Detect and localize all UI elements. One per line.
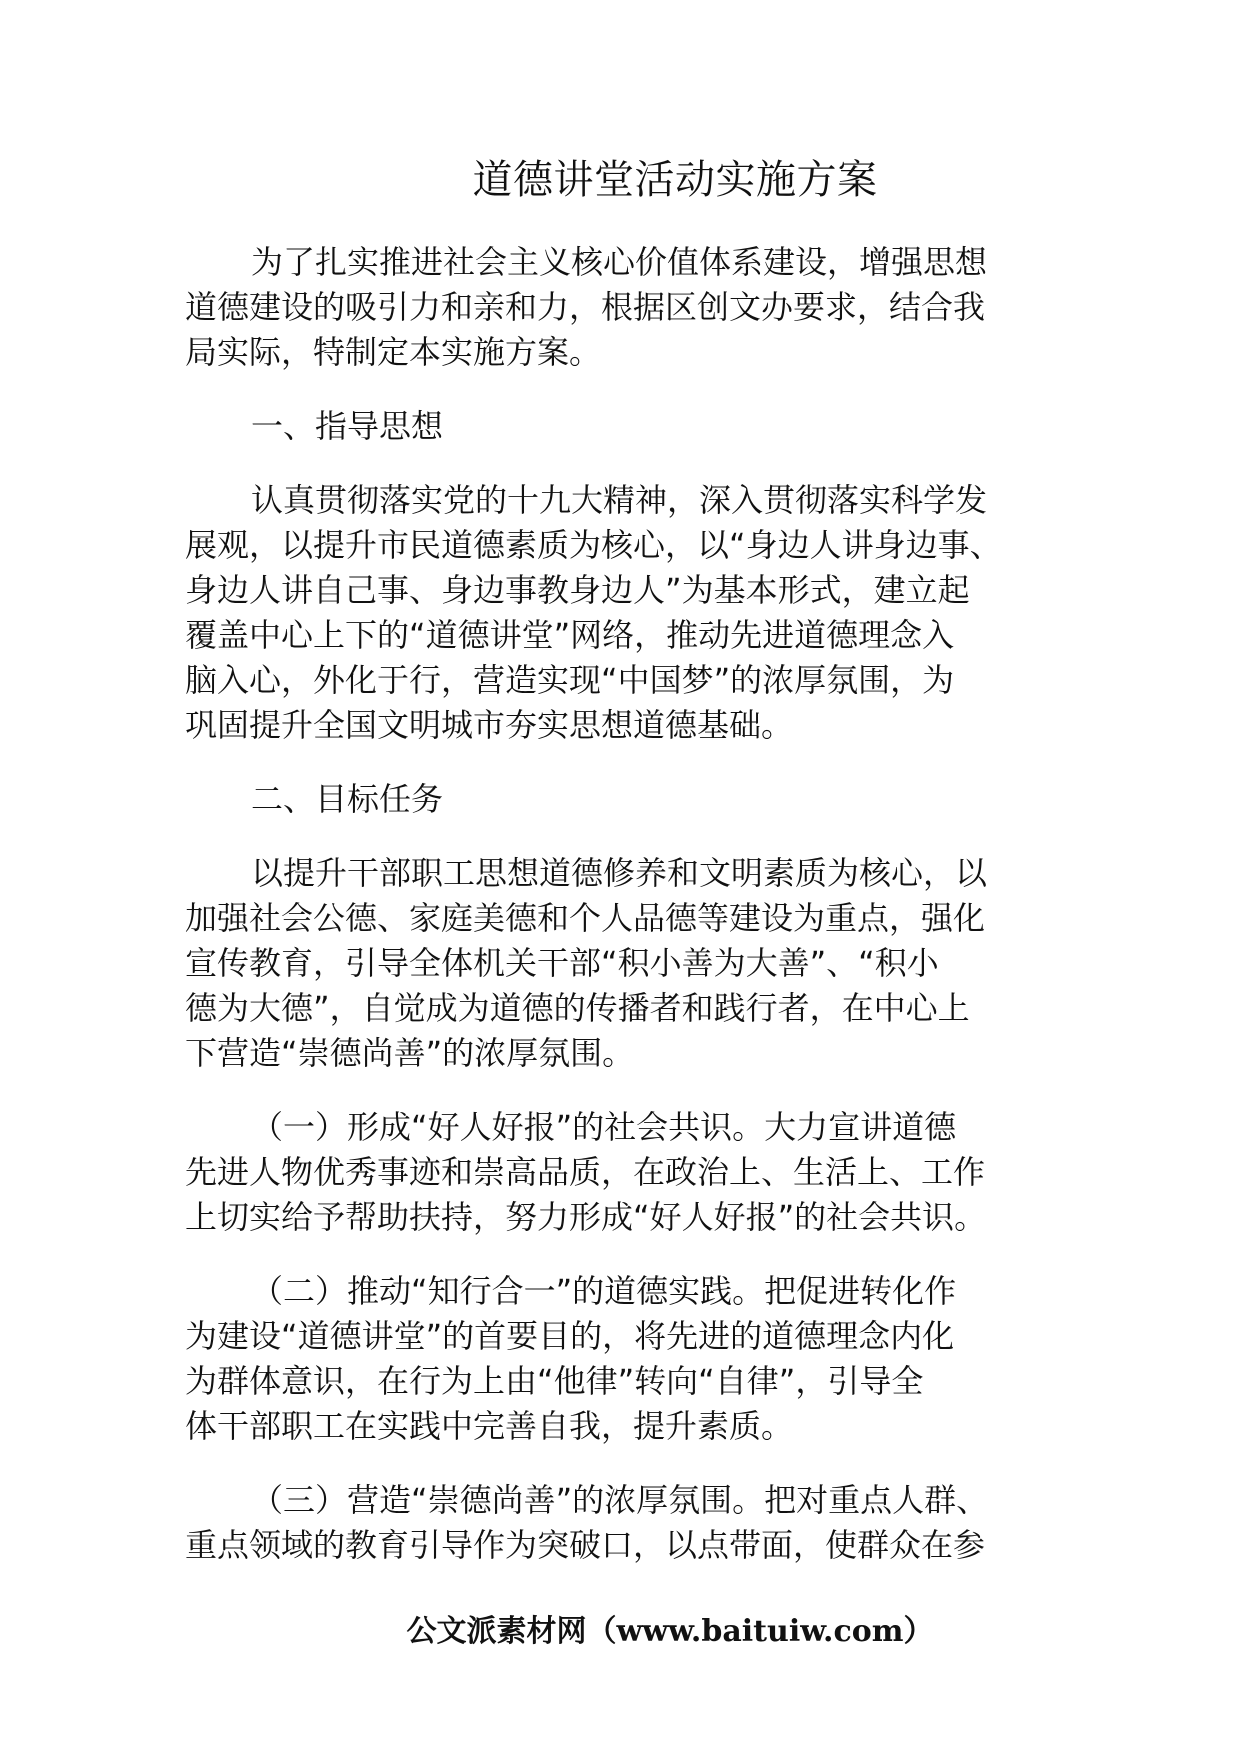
document-body bbox=[185, 240, 1035, 1597]
text-line: 局实际，特制定本实施方案。 bbox=[185, 333, 602, 371]
text-line: 为群体意识，在行为上由“他律”转向“自律”，引导全 bbox=[185, 1362, 924, 1400]
text-line: 展观，以提升市民道德素质为核心，以“身边人讲身边事、 bbox=[185, 526, 1002, 564]
text-line: 二、目标任务 bbox=[251, 780, 444, 818]
document-title: 道德讲堂活动实施方案 bbox=[472, 157, 878, 203]
text-line: 加强社会公德、家庭美德和个人品德等建设为重点，强化 bbox=[185, 899, 986, 937]
text-line: 道德建设的吸引力和亲和力，根据区创文办要求，结合我 bbox=[185, 288, 986, 326]
text-line: 先进人物优秀事迹和崇高品质，在政治上、生活上、工作 bbox=[185, 1153, 986, 1191]
text-line: 为了扎实推进社会主义核心价值体系建设，增强思想 bbox=[251, 243, 988, 281]
text-line: 认真贯彻落实党的十九大精神，深入贯彻落实科学发 bbox=[251, 481, 988, 519]
text-line: 一、指导思想 bbox=[251, 407, 444, 445]
text-line: 宣传教育，引导全体机关干部“积小善为大善”、“积小 bbox=[185, 944, 939, 982]
text-line: 重点领域的教育引导作为突破口，以点带面，使群众在参 bbox=[185, 1526, 986, 1564]
text-line: （一）形成“好人好报”的社会共识。大力宣讲道德 bbox=[251, 1108, 957, 1146]
text-line: 体干部职工在实践中完善自我，提升素质。 bbox=[185, 1407, 794, 1445]
text-line: 以提升干部职工思想道德修养和文明素质为核心，以 bbox=[251, 854, 988, 892]
text-line: 覆盖中心上下的“道德讲堂”网络，推动先进道德理念入 bbox=[185, 616, 955, 654]
section-heading-guiding-thought bbox=[185, 404, 1035, 449]
text-line: 上切实给予帮助扶持，努力形成“好人好报”的社会共识。 bbox=[185, 1198, 987, 1236]
text-line: 为建设“道德讲堂”的首要目的，将先进的道德理念内化 bbox=[185, 1317, 955, 1355]
paragraph-item-3 bbox=[185, 1478, 1035, 1568]
paragraph-item-2 bbox=[185, 1269, 1035, 1449]
text-line: （二）推动“知行合一”的道德实践。把促进转化作 bbox=[251, 1272, 957, 1310]
text-line: 身边人讲自己事、身边事教身边人”为基本形式，建立起 bbox=[185, 571, 970, 609]
paragraph-guiding-thought bbox=[185, 478, 1035, 748]
text-line: 德为大德”，自觉成为道德的传播者和践行者，在中心上 bbox=[185, 989, 970, 1027]
paragraph-goals bbox=[185, 851, 1035, 1076]
text-line: 巩固提升全国文明城市夯实思想道德基础。 bbox=[185, 706, 794, 744]
text-line: 下营造“崇德尚善”的浓厚氛围。 bbox=[185, 1034, 635, 1072]
paragraph-item-1 bbox=[185, 1105, 1035, 1240]
text-line: （三）营造“崇德尚善”的浓厚氛围。把对重点人群、 bbox=[251, 1481, 989, 1519]
text-line: 脑入心，外化于行，营造实现“中国梦”的浓厚氛围，为 bbox=[185, 661, 955, 699]
footer-watermark: 公文派素材网（www.baituiw.com） bbox=[406, 1614, 934, 1649]
section-heading-goals bbox=[185, 777, 1035, 822]
paragraph-intro bbox=[185, 240, 1035, 375]
